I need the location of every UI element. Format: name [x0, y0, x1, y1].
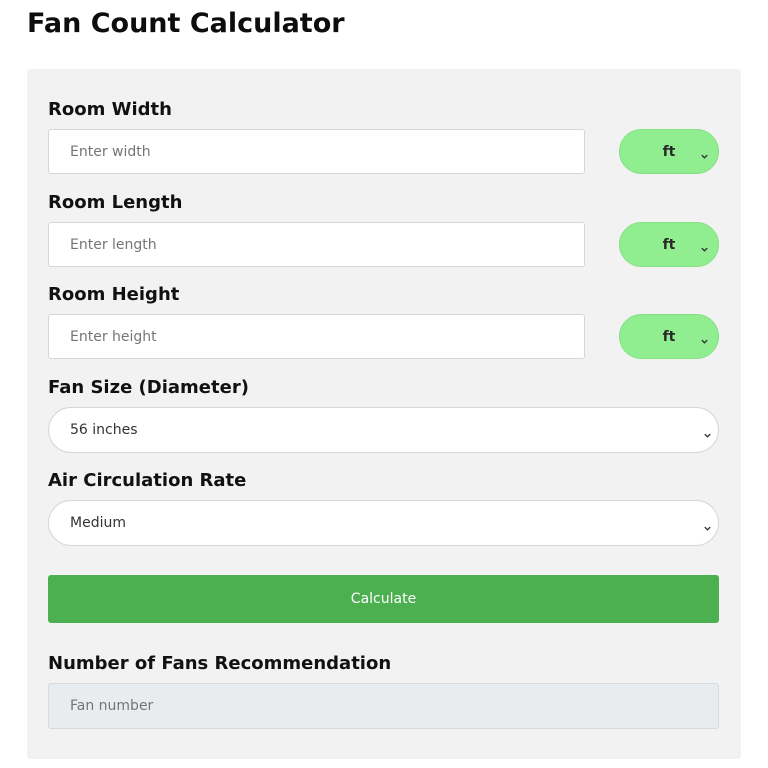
- result-label: Number of Fans Recommendation: [48, 653, 392, 674]
- chevron-down-icon: [700, 146, 709, 165]
- air-circulation-label: Air Circulation Rate: [48, 470, 247, 491]
- chevron-down-icon: [700, 331, 709, 350]
- fan-number-output: [48, 683, 719, 729]
- chevron-down-icon: [700, 239, 709, 258]
- air-circulation-value: Medium: [70, 515, 126, 531]
- chevron-down-icon: [703, 518, 712, 537]
- air-circulation-select[interactable]: [48, 500, 719, 546]
- fan-size-select[interactable]: [48, 407, 719, 453]
- room-width-label: Room Width: [48, 99, 172, 120]
- calculate-button[interactable]: Calculate: [48, 575, 719, 623]
- fan-number-placeholder: Fan number: [70, 698, 154, 714]
- room-length-unit-value: ft: [662, 236, 676, 253]
- room-width-input[interactable]: [48, 129, 585, 174]
- chevron-down-icon: [703, 425, 712, 444]
- calculator-card: [27, 69, 741, 759]
- room-width-unit-select[interactable]: [619, 129, 719, 174]
- fan-size-label: Fan Size (Diameter): [48, 377, 249, 398]
- fan-size-value: 56 inches: [70, 422, 138, 438]
- room-length-unit-select[interactable]: [619, 222, 719, 267]
- room-length-label: Room Length: [48, 192, 183, 213]
- room-height-input[interactable]: [48, 314, 585, 359]
- room-height-unit-value: ft: [662, 328, 676, 345]
- room-height-label: Room Height: [48, 284, 180, 305]
- room-length-input[interactable]: [48, 222, 585, 267]
- room-height-unit-select[interactable]: [619, 314, 719, 359]
- room-width-unit-value: ft: [662, 143, 676, 160]
- page-title: Fan Count Calculator: [27, 8, 345, 39]
